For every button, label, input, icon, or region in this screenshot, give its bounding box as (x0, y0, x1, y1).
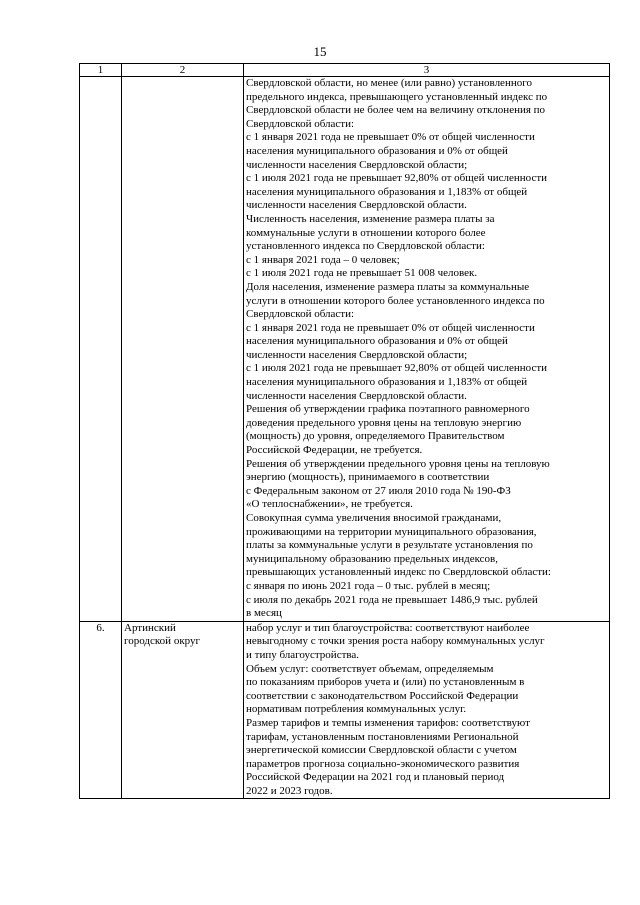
description-line: энергетической комиссии Свердловской области с учетом (246, 744, 517, 757)
column-header-1: 1 (80, 64, 122, 77)
column-header-2: 2 (122, 64, 244, 77)
description-line: с 1 января 2021 года не превышает 0% от общей численности (246, 321, 535, 334)
description-line: Российской Федерации на 2021 год и плановый период (246, 771, 505, 784)
description-line: Свердловской области: (246, 308, 355, 321)
municipality-name-line: городской округ (124, 635, 201, 648)
table-row (80, 77, 610, 622)
description-line: Свердловской области не более чем на величину отклонения по (246, 104, 546, 117)
description-line: с 1 января 2021 года не превышает 0% от общей численности (246, 131, 535, 144)
description-line: доведения предельного уровня цены на тепловую энергию (246, 416, 522, 429)
description-line: численности населения Свердловской области. (246, 199, 467, 212)
municipality-name-cell (122, 77, 244, 622)
column-header-3: 3 (244, 64, 610, 77)
description-line: населения муниципального образования и 0% от общей (246, 335, 508, 348)
description-line: нормативам потребления коммунальных услуг. (246, 703, 467, 716)
description-line: параметров прогноза социально-экономического развития (246, 757, 520, 770)
description-line: тарифам, установленным постановлениями Региональной (246, 730, 519, 743)
table-body (80, 77, 610, 799)
description-line: численности населения Свердловской области; (246, 158, 468, 171)
description-line: энергию (мощность), принимаемого в соответствии (246, 471, 490, 484)
description-cell (244, 77, 610, 622)
description-line: населения муниципального образования и 1,183% от общей (246, 185, 528, 198)
description-line: в месяц (246, 607, 282, 620)
page-number: 15 (313, 44, 327, 59)
description-line: Решения об утверждении предельного уровня цены на тепловую (246, 457, 550, 470)
description-line: с 1 июля 2021 года не превышает 92,80% от общей численности (246, 362, 548, 375)
description-line: с 1 июля 2021 года не превышает 51 008 человек. (246, 267, 478, 280)
description-line: с 1 июля 2021 года не превышает 92,80% от общей численности (246, 172, 548, 185)
description-line: с июля по декабрь 2021 года не превышает 1486,9 тыс. рублей (246, 593, 538, 606)
description-line: численности населения Свердловской области. (246, 389, 467, 402)
description-line: невыгодному с точки зрения роста набору коммунальных услуг (246, 635, 545, 648)
description-line: услуги в отношении которого более установленного индекса по (246, 294, 545, 307)
description-line: Совокупная сумма увеличения вносимой гражданами, (246, 512, 502, 524)
row-number: 6. (96, 621, 105, 634)
description-line: коммунальные услуги в отношении которого более (246, 226, 486, 239)
description-line: численности населения Свердловской области; (246, 348, 468, 361)
row-number-cell (80, 77, 122, 622)
description-line: населения муниципального образования и 1,183% от общей (246, 376, 528, 389)
row-number-cell (80, 621, 122, 799)
description-line: предельного индекса, превышающего установленный индекс по (246, 90, 548, 103)
description-line: Свердловской области: (246, 117, 355, 130)
document-table (79, 63, 610, 799)
description-line: (мощность) до уровня, определяемого Правительством (246, 430, 505, 443)
municipality-name-line: Артинский (124, 621, 176, 634)
description-line: установленного индекса по Свердловской области: (246, 240, 485, 253)
table-row (80, 621, 610, 799)
municipality-name-cell (122, 621, 244, 799)
description-line: Объем услуг: соответствует объемам, определяемым (246, 662, 494, 675)
description-line: по показаниям приборов учета и (или) по установленным в (246, 676, 525, 689)
description-line: платы за коммунальные услуги в результате установления по (246, 539, 533, 552)
description-line: «О теплоснабжении», не требуется. (246, 498, 413, 511)
table-header-row (80, 64, 610, 77)
description-line: Свердловской области, но менее (или равно) установленного (246, 77, 532, 89)
description-line: 2022 и 2023 годов. (246, 784, 333, 797)
description-line: соответствии с законодательством Российской Федерации (246, 689, 519, 702)
description-line: превышающих установленный индекс по Свердловской области: (246, 566, 551, 579)
description-line: Размер тарифов и темпы изменения тарифов: соответствуют (246, 716, 530, 729)
description-line: Российской Федерации, не требуется. (246, 444, 423, 457)
description-line: Решения об утверждении графика поэтапного равномерного (246, 403, 530, 416)
description-line: Доля населения, изменение размера платы за коммунальные (246, 280, 530, 293)
description-line: населения муниципального образования и 0% от общей (246, 144, 508, 157)
description-line: и типу благоустройства. (246, 648, 360, 661)
description-cell (244, 621, 610, 799)
description-line: муниципальному образованию предельных индексов, (246, 552, 498, 565)
description-line: с 1 января 2021 года – 0 человек; (246, 253, 400, 266)
description-line: проживающими на территории муниципального образования, (246, 525, 537, 538)
description-line: Численность населения, изменение размера платы за (246, 212, 495, 225)
description-line: набор услуг и тип благоустройства: соответствуют наиболее (246, 621, 530, 634)
description-line: с Федеральным законом от 27 июля 2010 года № 190-ФЗ (246, 484, 511, 497)
description-line: с января по июнь 2021 года – 0 тыс. рублей в месяц; (246, 579, 491, 592)
